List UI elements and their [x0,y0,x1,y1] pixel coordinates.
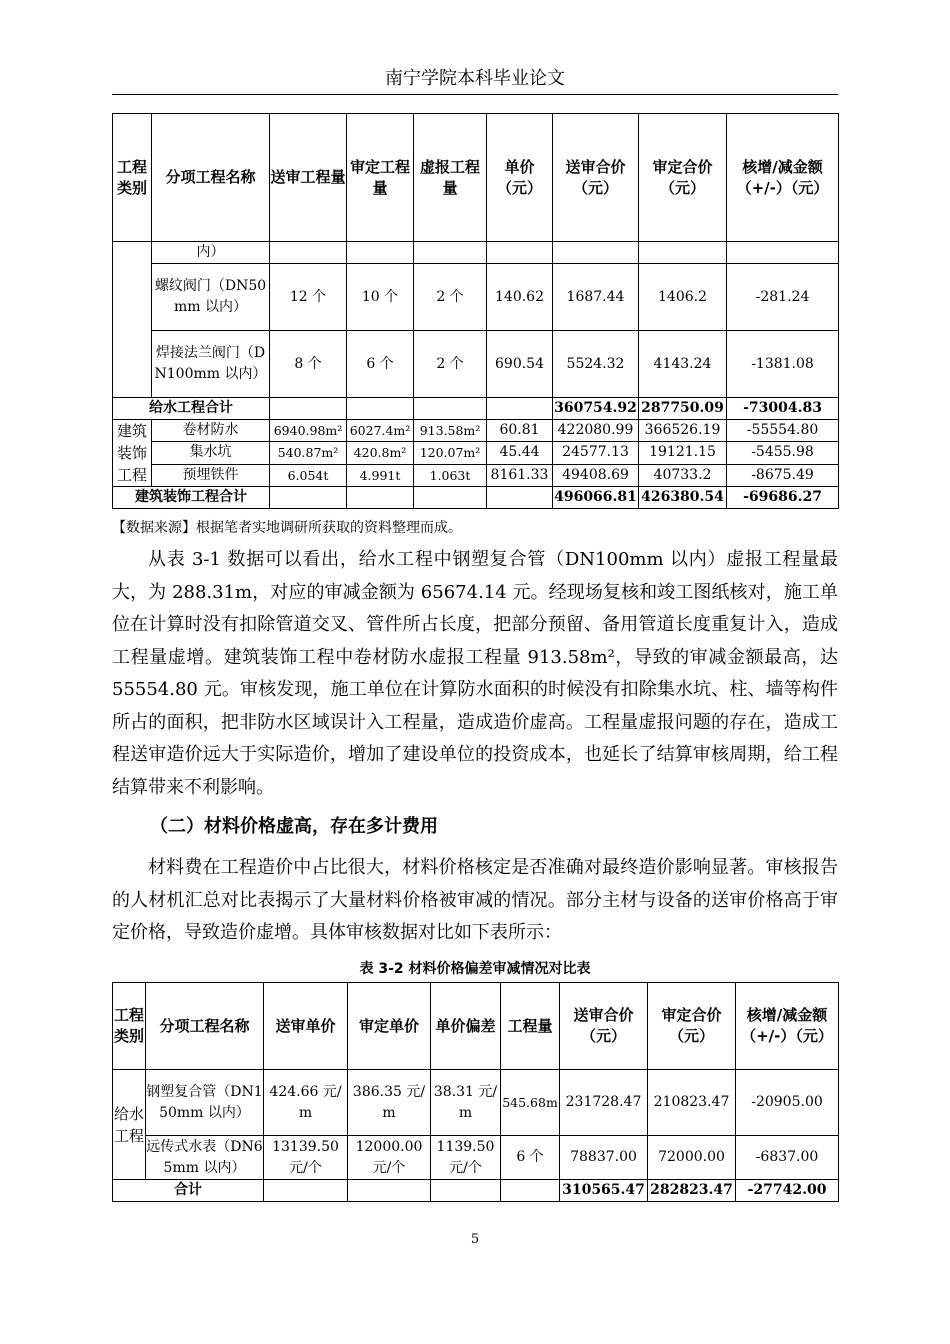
cell: -20905.00 [736,1070,839,1136]
cell: 2 个 [414,331,487,398]
table-header-row [113,983,839,1070]
col-header: 虚报工程量 [414,114,487,242]
total-row [113,1180,839,1202]
col-header: 审定工程量 [347,114,414,242]
cell: 12000.00 元/个 [348,1136,431,1180]
subtotal-row [113,487,839,509]
cell: 120.07m² [414,442,487,464]
cell: 690.54 [487,331,553,398]
item-name: 螺纹阀门（DN50mm 以内） [152,264,270,331]
col-header: 工程量 [501,983,560,1070]
cell: 4.991t [347,464,414,486]
total-value: 310565.47 [560,1180,648,1202]
cell: 422080.99 [553,420,639,442]
col-header: 分项工程名称 [146,983,264,1070]
table-3-1-continued [112,113,839,509]
body-paragraph: 从表 3-1 数据可以看出，给水工程中钢塑复合管（DN100mm 以内）虚报工程量最大，为 288.31m，对应的审减金额为 65674.14 元。经现场复核和竣工图纸核对，施工单位在计算时没有扣除管道交叉、管件所占长度，把部分预留、备用管道长度重复计入，造成工程量虚增。建筑装饰工程中卷材防水虚报工程量 913.58m²，导致的审减金额最高，达 55554.80 元。审核发现，施工单位在计算防水面积的时候没有扣除集水坑、柱、墙等构件所占的面积，把非防水区域误计入工程量，造成造价虚高。工程量虚报问题的存在，造成工程送审造价远大于实际造价，增加了建设单位的投资成本，也延长了结算审核周期，给工程结算带来不利影响。 [112,549,838,798]
table-header-row [113,114,839,242]
item-name: 集水坑 [152,442,270,464]
cell: 140.62 [487,264,553,331]
col-header: 分项工程名称 [152,114,270,242]
item-name: 钢塑复合管（DN150mm 以内） [146,1070,264,1136]
cell: 540.87m² [270,442,347,464]
body-paragraph: 材料费在工程造价中占比很大，材料价格核定是否准确对最终造价影响显著。审核报告的人材机汇总对比表揭示了大量材料价格被审减的情况。部分主材与设备的送审价格高于审定价格，导致造价虚增。具体审核数据对比如下表所示： [112,857,838,943]
subtotal-value: -69686.27 [727,487,839,509]
cell: 10 个 [347,264,414,331]
table-row [113,331,839,398]
table-row [113,264,839,331]
cell: -6837.00 [736,1136,839,1180]
subtotal-value: -73004.83 [727,398,839,420]
cell: -8675.49 [727,464,839,486]
col-header: 审定单价 [348,983,431,1070]
cell: 420.8m² [347,442,414,464]
cell: 19121.15 [639,442,727,464]
cell: 545.68m [501,1070,560,1136]
cell: 1687.44 [553,264,639,331]
cell: 49408.69 [553,464,639,486]
total-label: 合计 [113,1180,264,1202]
col-header: 审定合价（元） [639,114,727,242]
cell: -5455.98 [727,442,839,464]
category-cell [113,242,152,398]
page-header: 南宁学院本科毕业论文 [385,68,565,89]
cell: 72000.00 [648,1136,736,1180]
cell: -1381.08 [727,331,839,398]
item-name: 远传式水表（DN65mm 以内） [146,1136,264,1180]
cell: 6.054t [270,464,347,486]
cell: 6940.98m² [270,420,347,442]
col-header: 送审工程量 [270,114,347,242]
cell: 1.063t [414,464,487,486]
data-source-note: 【数据来源】根据笔者实地调研所获取的资料整理而成。 [112,520,462,536]
col-header: 单价偏差 [431,983,501,1070]
total-value: 282823.47 [648,1180,736,1202]
page-number: 5 [470,1232,480,1247]
col-header: 审定合价（元） [648,983,736,1070]
cell: 2 个 [414,264,487,331]
cell: 8161.33 [487,464,553,486]
table-row [113,242,839,264]
table-row [113,420,839,442]
category-cell: 建筑装饰工程 [113,420,152,487]
table-row [113,442,839,464]
cell: 8 个 [270,331,347,398]
cell: 4143.24 [639,331,727,398]
header-rule [112,94,838,95]
subtotal-value: 426380.54 [639,487,727,509]
table-row [113,1070,839,1136]
col-header: 送审单价 [264,983,348,1070]
table-row [113,464,839,486]
cell: 424.66 元/m [264,1070,348,1136]
cell: 1139.50 元/个 [431,1136,501,1180]
col-header: 工程类别 [113,114,152,242]
table-row [113,1136,839,1180]
cell: 913.58m² [414,420,487,442]
cell: 45.44 [487,442,553,464]
subtotal-label: 给水工程合计 [113,398,270,420]
cell: 40733.2 [639,464,727,486]
col-header: 核增/减金额（+/-）（元） [736,983,839,1070]
col-header: 送审合价（元） [553,114,639,242]
subtotal-value: 360754.92 [553,398,639,420]
cell: 5524.32 [553,331,639,398]
cell: 38.31 元/m [431,1070,501,1136]
item-name: 预埋铁件 [152,464,270,486]
col-header: 送审合价（元） [560,983,648,1070]
cell: 1406.2 [639,264,727,331]
col-header: 核增/减金额（+/-）（元） [727,114,839,242]
cell: 6027.4m² [347,420,414,442]
cell: -55554.80 [727,420,839,442]
cell: 231728.47 [560,1070,648,1136]
cell: 24577.13 [553,442,639,464]
col-header: 工程类别 [113,983,146,1070]
cell: 386.35 元/m [348,1070,431,1136]
category-cell: 给水工程 [113,1070,146,1180]
cell: 366526.19 [639,420,727,442]
item-name: 焊接法兰阀门（DN100mm 以内） [152,331,270,398]
item-name: 内） [152,242,270,264]
cell: 60.81 [487,420,553,442]
col-header: 单价（元） [487,114,553,242]
subtotal-row [113,398,839,420]
section-heading: （二）材料价格虚高，存在多计费用 [150,816,438,837]
table-3-2 [112,982,839,1202]
cell: 6 个 [501,1136,560,1180]
cell: -281.24 [727,264,839,331]
item-name: 卷材防水 [152,420,270,442]
cell: 78837.00 [560,1136,648,1180]
total-value: -27742.00 [736,1180,839,1202]
subtotal-value: 287750.09 [639,398,727,420]
subtotal-label: 建筑装饰工程合计 [113,487,270,509]
cell: 12 个 [270,264,347,331]
subtotal-value: 496066.81 [553,487,639,509]
table-caption: 表 3-2 材料价格偏差审减情况对比表 [359,961,591,977]
cell: 210823.47 [648,1070,736,1136]
cell: 6 个 [347,331,414,398]
cell: 13139.50 元/个 [264,1136,348,1180]
